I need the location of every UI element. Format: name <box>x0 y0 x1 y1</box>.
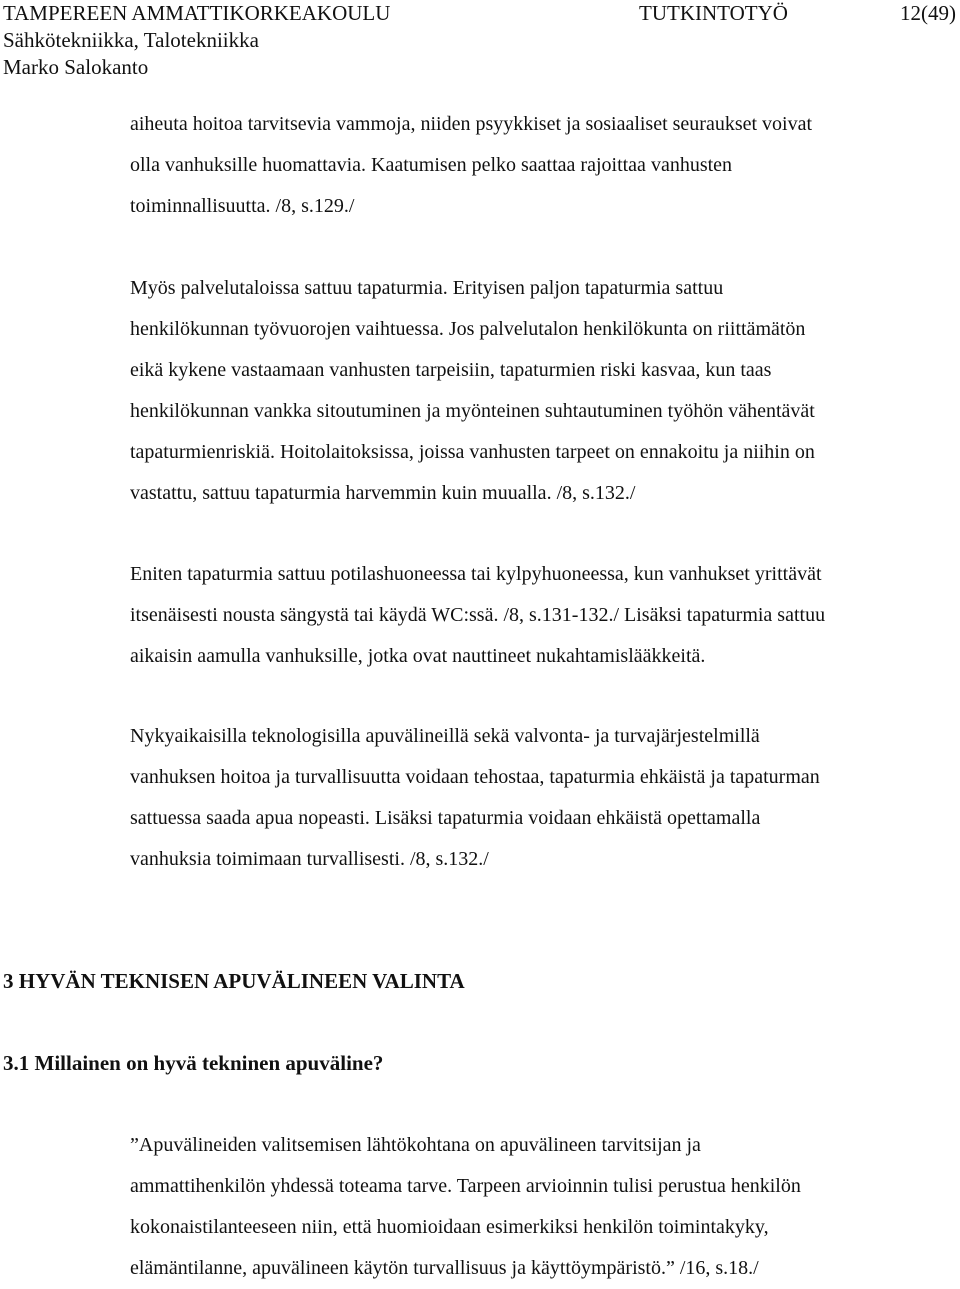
quote-line: elämäntilanne, apuvälineen käytön turvallisuus ja käyttöympäristö.” /16, s.18./ <box>130 1257 759 1279</box>
paragraph-line: eikä kykene vastaamaan vanhusten tarpeisiin, tapaturmien riski kasvaa, kun taas <box>130 359 772 381</box>
paragraph-line: tapaturmienriskiä. Hoitolaitoksissa, joissa vanhusten tarpeet on ennakoitu ja niihin on <box>130 441 815 463</box>
paragraph-line: henkilökunnan työvuorojen vaihtuessa. Jos palvelutalon henkilökunta on riittämätön <box>130 318 806 340</box>
paragraph-line: olla vanhuksille huomattavia. Kaatumisen pelko saattaa rajoittaa vanhusten <box>130 154 733 176</box>
paragraph-1 <box>130 104 812 227</box>
quote-line: ammattihenkilön yhdessä toteama tarve. Tarpeen arvioinnin tulisi perustua henkilön <box>130 1175 801 1197</box>
paragraph-line: itsenäisesti nousta sängystä tai käydä WC:ssä. /8, s.131-132./ Lisäksi tapaturmia sattuu <box>130 604 826 626</box>
paragraph-line: henkilökunnan vankka sitoutuminen ja myönteinen suhtautuminen työhön vähentävät <box>130 400 815 422</box>
subsection-heading: 3.1 Millainen on hyvä tekninen apuväline? <box>3 1051 384 1075</box>
header-author: Marko Salokanto <box>3 55 149 79</box>
paragraph-line: Myös palvelutaloissa sattuu tapaturmia. Erityisen paljon tapaturmia sattuu <box>130 277 724 299</box>
paragraph-line: sattuessa saada apua nopeasti. Lisäksi tapaturmia voidaan ehkäistä opettamalla <box>130 807 761 829</box>
paragraph-line: vanhuksen hoitoa ja turvallisuutta voidaan tehostaa, tapaturmia ehkäistä ja tapaturman <box>130 766 820 788</box>
paragraph-line: vastattu, sattuu tapaturmia harvemmin kuin muualla. /8, s.132./ <box>130 482 636 504</box>
paragraph-2 <box>130 268 815 514</box>
quote-line: ”Apuvälineiden valitsemisen lähtökohtana on apuvälineen tarvitsijan ja <box>130 1134 701 1156</box>
paragraph-line: Nykyaikaisilla teknologisilla apuvälineillä sekä valvonta- ja turvajärjestelmillä <box>130 725 760 747</box>
paragraph-line: toiminnallisuutta. /8, s.129./ <box>130 195 355 217</box>
paragraph-3 <box>130 554 825 677</box>
quote-line: kokonaistilanteeseen niin, että huomioidaan esimerkiksi henkilön toimintakyky, <box>130 1216 769 1238</box>
page-header <box>3 0 960 81</box>
section-heading: 3 HYVÄN TEKNISEN APUVÄLINEEN VALINTA <box>3 969 465 993</box>
header-row-3 <box>3 54 960 81</box>
header-row-1 <box>3 0 960 27</box>
paragraph-4 <box>130 716 820 880</box>
header-institution: TAMPEREEN AMMATTIKORKEAKOULU <box>3 1 391 25</box>
header-doc-type: TUTKINTOTYÖ <box>639 1 788 25</box>
paragraph-line: aiheuta hoitoa tarvitsevia vammoja, niiden psyykkiset ja sosiaaliset seuraukset voivat <box>130 113 813 135</box>
paragraph-line: Eniten tapaturmia sattuu potilashuoneessa tai kylpyhuoneessa, kun vanhukset yrittävät <box>130 563 822 585</box>
paragraph-line: vanhuksia toimimaan turvallisesti. /8, s.132./ <box>130 848 489 870</box>
header-department: Sähkötekniikka, Talotekniikka <box>3 28 259 52</box>
paragraph-line: aikaisin aamulla vanhuksille, jotka ovat nauttineet nukahtamislääkkeitä. <box>130 645 706 667</box>
header-row-2 <box>3 27 960 54</box>
quote-paragraph <box>130 1125 801 1289</box>
header-page-number: 12(49) <box>900 1 956 25</box>
